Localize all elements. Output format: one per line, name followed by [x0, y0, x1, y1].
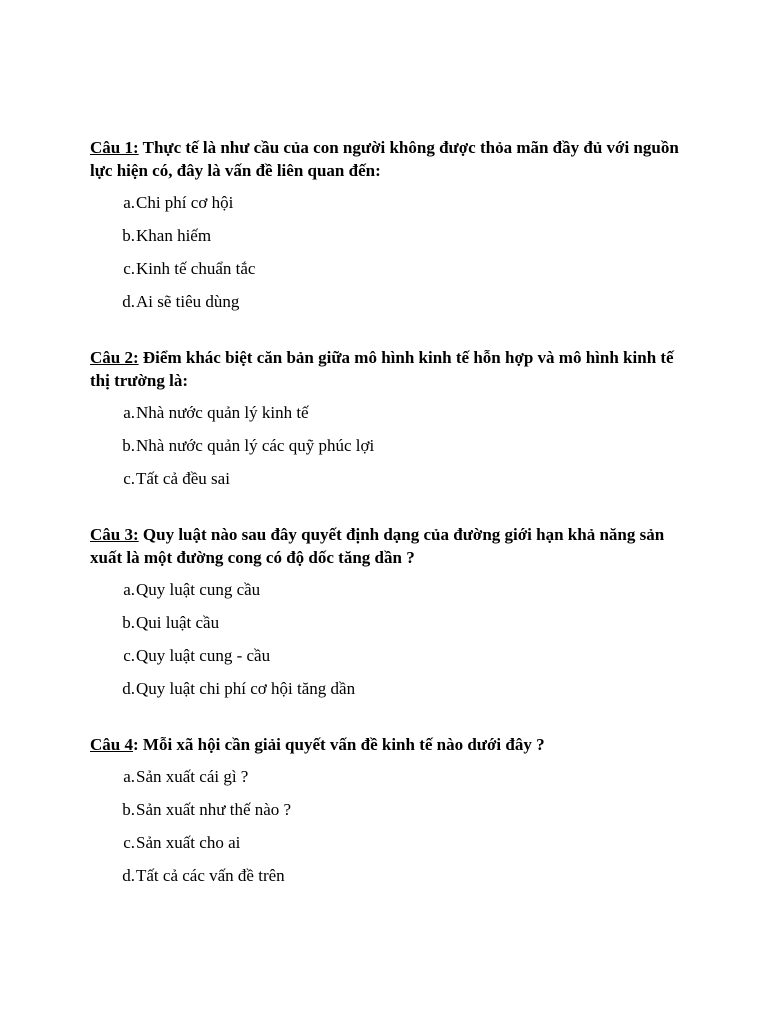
- question-text: : Mỗi xã hội cần giải quyết vấn đề kinh tế nào dưới đây ?: [132, 735, 545, 754]
- option-text: Quy luật cung - cầu: [136, 646, 271, 665]
- question-label: Câu 3:: [90, 525, 139, 544]
- question-text: Thực tế là như cầu của con người không được thỏa mãn đầy đủ với nguồn lực hiện có, đây là vấn đề liên quan đến:: [90, 138, 679, 180]
- option-text: Chi phí cơ hội: [136, 193, 234, 212]
- question-text: Quy luật nào sau đây quyết định dạng của đường giới hạn khả năng sản xuất là một đường cong có độ dốc tăng dần ?: [90, 525, 665, 567]
- question-title: [90, 523, 690, 569]
- answer-option: [90, 644, 690, 667]
- answer-option: [90, 290, 690, 313]
- option-text: Sản xuất cái gì ?: [136, 767, 249, 786]
- option-letter: d.: [122, 292, 135, 311]
- option-letter: a.: [123, 767, 135, 786]
- option-text: Quy luật cung cầu: [136, 580, 261, 599]
- answer-option: [90, 864, 690, 887]
- answer-option: [90, 401, 690, 424]
- question-1: [90, 136, 690, 313]
- answer-option: [90, 434, 690, 457]
- option-text: Tất cả các vấn đề trên: [136, 866, 285, 885]
- answer-list: [90, 578, 690, 700]
- option-letter: c.: [123, 469, 135, 488]
- answer-list: [90, 401, 690, 490]
- question-3: [90, 523, 690, 700]
- question-label: Câu 4: [90, 735, 133, 754]
- option-text: Qui luật cầu: [136, 613, 220, 632]
- option-text: Khan hiếm: [136, 226, 212, 245]
- option-text: Kinh tế chuẩn tắc: [136, 259, 256, 278]
- option-letter: d.: [122, 866, 135, 885]
- option-letter: c.: [123, 259, 135, 278]
- question-label: Câu 2:: [90, 348, 139, 367]
- option-text: Sản xuất cho ai: [136, 833, 241, 852]
- option-text: Tất cả đều sai: [136, 469, 230, 488]
- question-text: Điểm khác biệt căn bản giữa mô hình kinh tế hỗn hợp và mô hình kinh tế thị trường là:: [90, 348, 674, 390]
- question-4: [90, 733, 690, 887]
- answer-option: [90, 224, 690, 247]
- option-letter: b.: [122, 436, 135, 455]
- option-letter: c.: [123, 833, 135, 852]
- answer-option: [90, 765, 690, 788]
- answer-option: [90, 191, 690, 214]
- option-letter: b.: [122, 800, 135, 819]
- document-page: [90, 136, 690, 920]
- option-text: Sản xuất như thế nào ?: [136, 800, 292, 819]
- option-letter: a.: [123, 403, 135, 422]
- question-title: [90, 346, 690, 392]
- option-letter: b.: [122, 613, 135, 632]
- option-text: Quy luật chi phí cơ hội tăng dần: [136, 679, 356, 698]
- answer-list: [90, 191, 690, 313]
- question-2: [90, 346, 690, 490]
- answer-option: [90, 831, 690, 854]
- answer-option: [90, 257, 690, 280]
- answer-option: [90, 677, 690, 700]
- option-text: Ai sẽ tiêu dùng: [136, 292, 240, 311]
- option-letter: d.: [122, 679, 135, 698]
- option-letter: a.: [123, 580, 135, 599]
- question-title: [90, 733, 690, 756]
- answer-option: [90, 578, 690, 601]
- answer-option: [90, 611, 690, 634]
- option-letter: a.: [123, 193, 135, 212]
- option-letter: b.: [122, 226, 135, 245]
- question-title: [90, 136, 690, 182]
- question-label: Câu 1:: [90, 138, 139, 157]
- answer-option: [90, 467, 690, 490]
- answer-option: [90, 798, 690, 821]
- answer-list: [90, 765, 690, 887]
- option-text: Nhà nước quản lý các quỹ phúc lợi: [136, 436, 375, 455]
- option-text: Nhà nước quản lý kinh tế: [136, 403, 309, 422]
- option-letter: c.: [123, 646, 135, 665]
